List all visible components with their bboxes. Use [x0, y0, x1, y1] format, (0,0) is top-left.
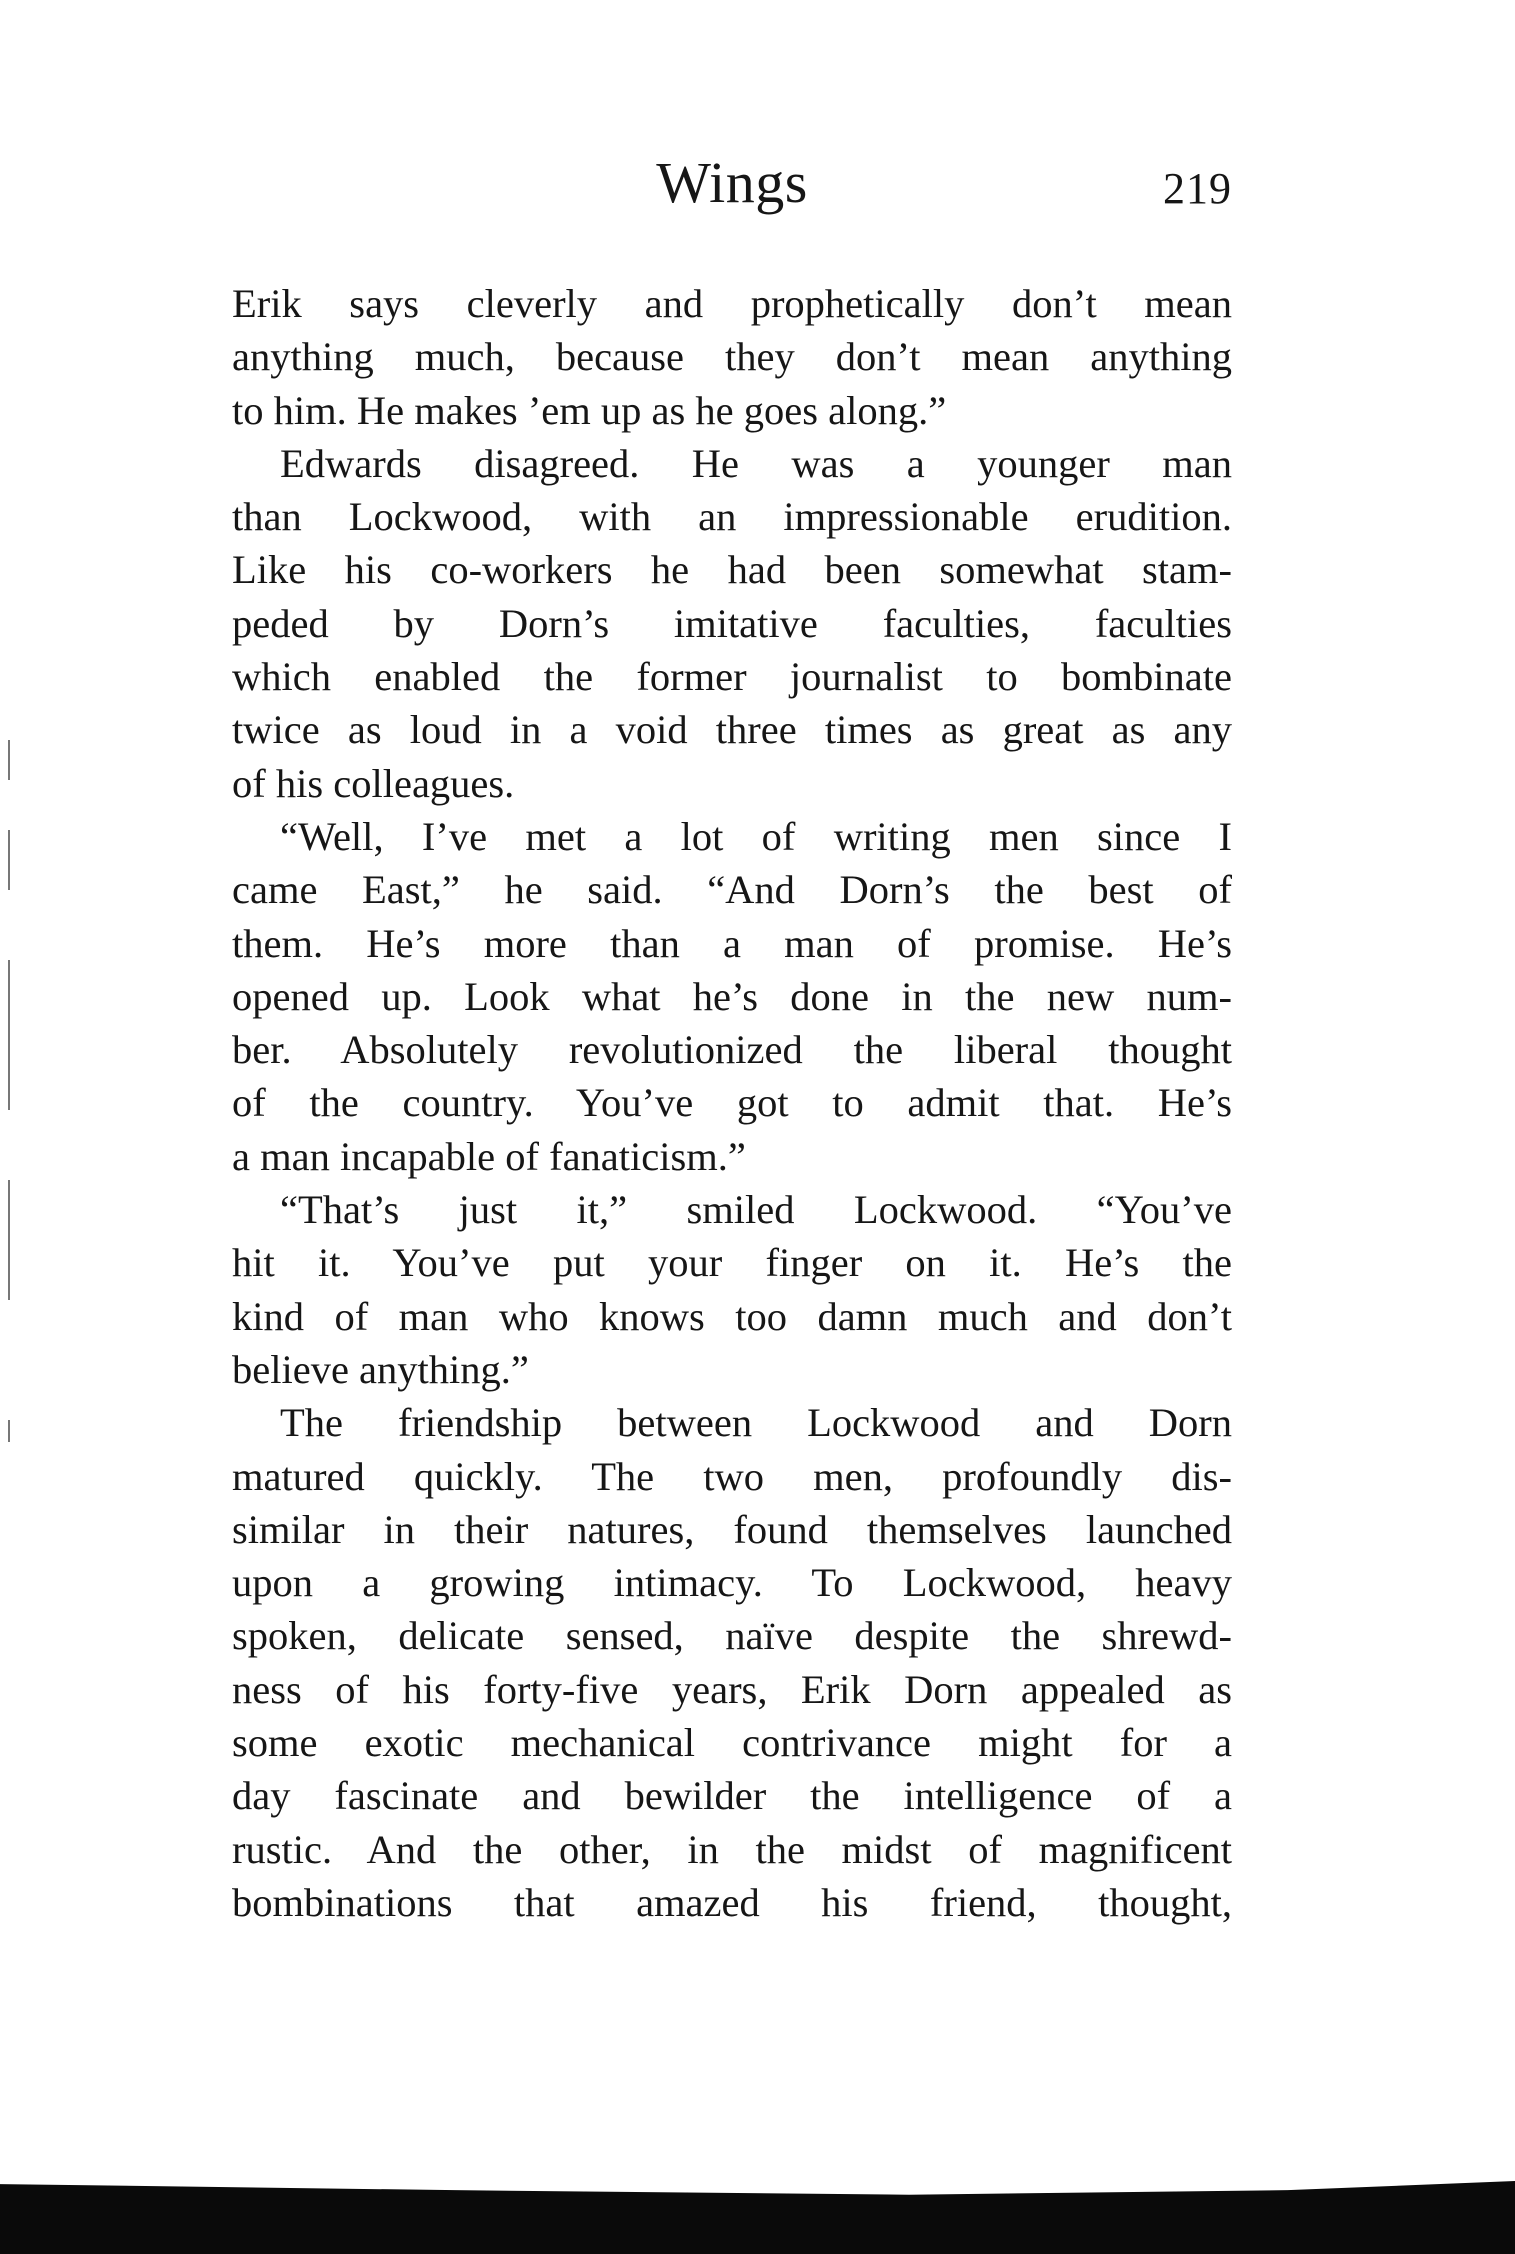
paragraph-3 [232, 810, 1232, 1183]
text-line: “Well, I’ve met a lot of writing men since I [280, 813, 1232, 859]
page-number: 219 [1163, 164, 1232, 213]
text-line: believe anything.” [232, 1346, 529, 1392]
text-line: day fascinate and bewilder the intelligence of a [232, 1773, 1232, 1819]
text-line: anything much, because they don’t mean anything [232, 334, 1232, 380]
text-line: ber. Absolutely revolutionized the liberal thought [232, 1027, 1232, 1073]
text-line: to him. He makes ’em up as he goes along.” [232, 387, 947, 433]
text-line: Erik says cleverly and prophetically don’t mean [232, 281, 1232, 326]
running-head [232, 148, 1232, 218]
text-line: matured quickly. The two men, profoundly dis- [232, 1453, 1232, 1499]
text-line: came East,” he said. “And Dorn’s the best of [232, 867, 1232, 913]
text-line: ness of his forty-five years, Erik Dorn appealed as [232, 1666, 1232, 1712]
paragraph-4 [232, 1183, 1232, 1396]
text-line: Like his co-workers he had been somewhat stam- [232, 547, 1232, 593]
text-line: opened up. Look what he’s done in the new num- [232, 973, 1232, 1019]
scan-margin-marks [8, 740, 14, 1440]
text-line: a man incapable of fanaticism.” [232, 1133, 746, 1179]
scan-edge-shadow [0, 2178, 1515, 2254]
text-line: of his colleagues. [232, 760, 515, 806]
text-line: Edwards disagreed. He was a younger man [280, 440, 1232, 486]
text-line: The friendship between Lockwood and Dorn [280, 1400, 1232, 1446]
body-text [232, 277, 1232, 1929]
text-line: spoken, delicate sensed, naïve despite the shrewd- [232, 1613, 1232, 1659]
text-line: which enabled the former journalist to bombinate [232, 654, 1232, 700]
running-title: Wings [656, 150, 808, 215]
paragraph-2 [232, 437, 1232, 810]
text-line: “That’s just it,” smiled Lockwood. “You’ve [280, 1187, 1232, 1233]
text-line: some exotic mechanical contrivance might for a [232, 1720, 1232, 1766]
text-line: bombinations that amazed his friend, thought, [232, 1879, 1232, 1925]
paragraph-1 [232, 277, 1232, 437]
text-line: of the country. You’ve got to admit that. He’s [232, 1080, 1232, 1126]
text-line: them. He’s more than a man of promise. He’s [232, 920, 1232, 966]
text-line: hit it. You’ve put your finger on it. He’s the [232, 1240, 1232, 1286]
text-line: similar in their natures, found themselves launched [232, 1506, 1232, 1552]
text-line: rustic. And the other, in the midst of magnificent [232, 1826, 1232, 1872]
text-line: peded by Dorn’s imitative faculties, faculties [232, 600, 1232, 646]
text-line: than Lockwood, with an impressionable erudition. [232, 494, 1232, 540]
paragraph-5 [232, 1396, 1232, 1929]
text-line: twice as loud in a void three times as great as any [232, 707, 1232, 753]
text-line: upon a growing intimacy. To Lockwood, heavy [232, 1560, 1232, 1606]
text-line: kind of man who knows too damn much and don’t [232, 1293, 1232, 1339]
